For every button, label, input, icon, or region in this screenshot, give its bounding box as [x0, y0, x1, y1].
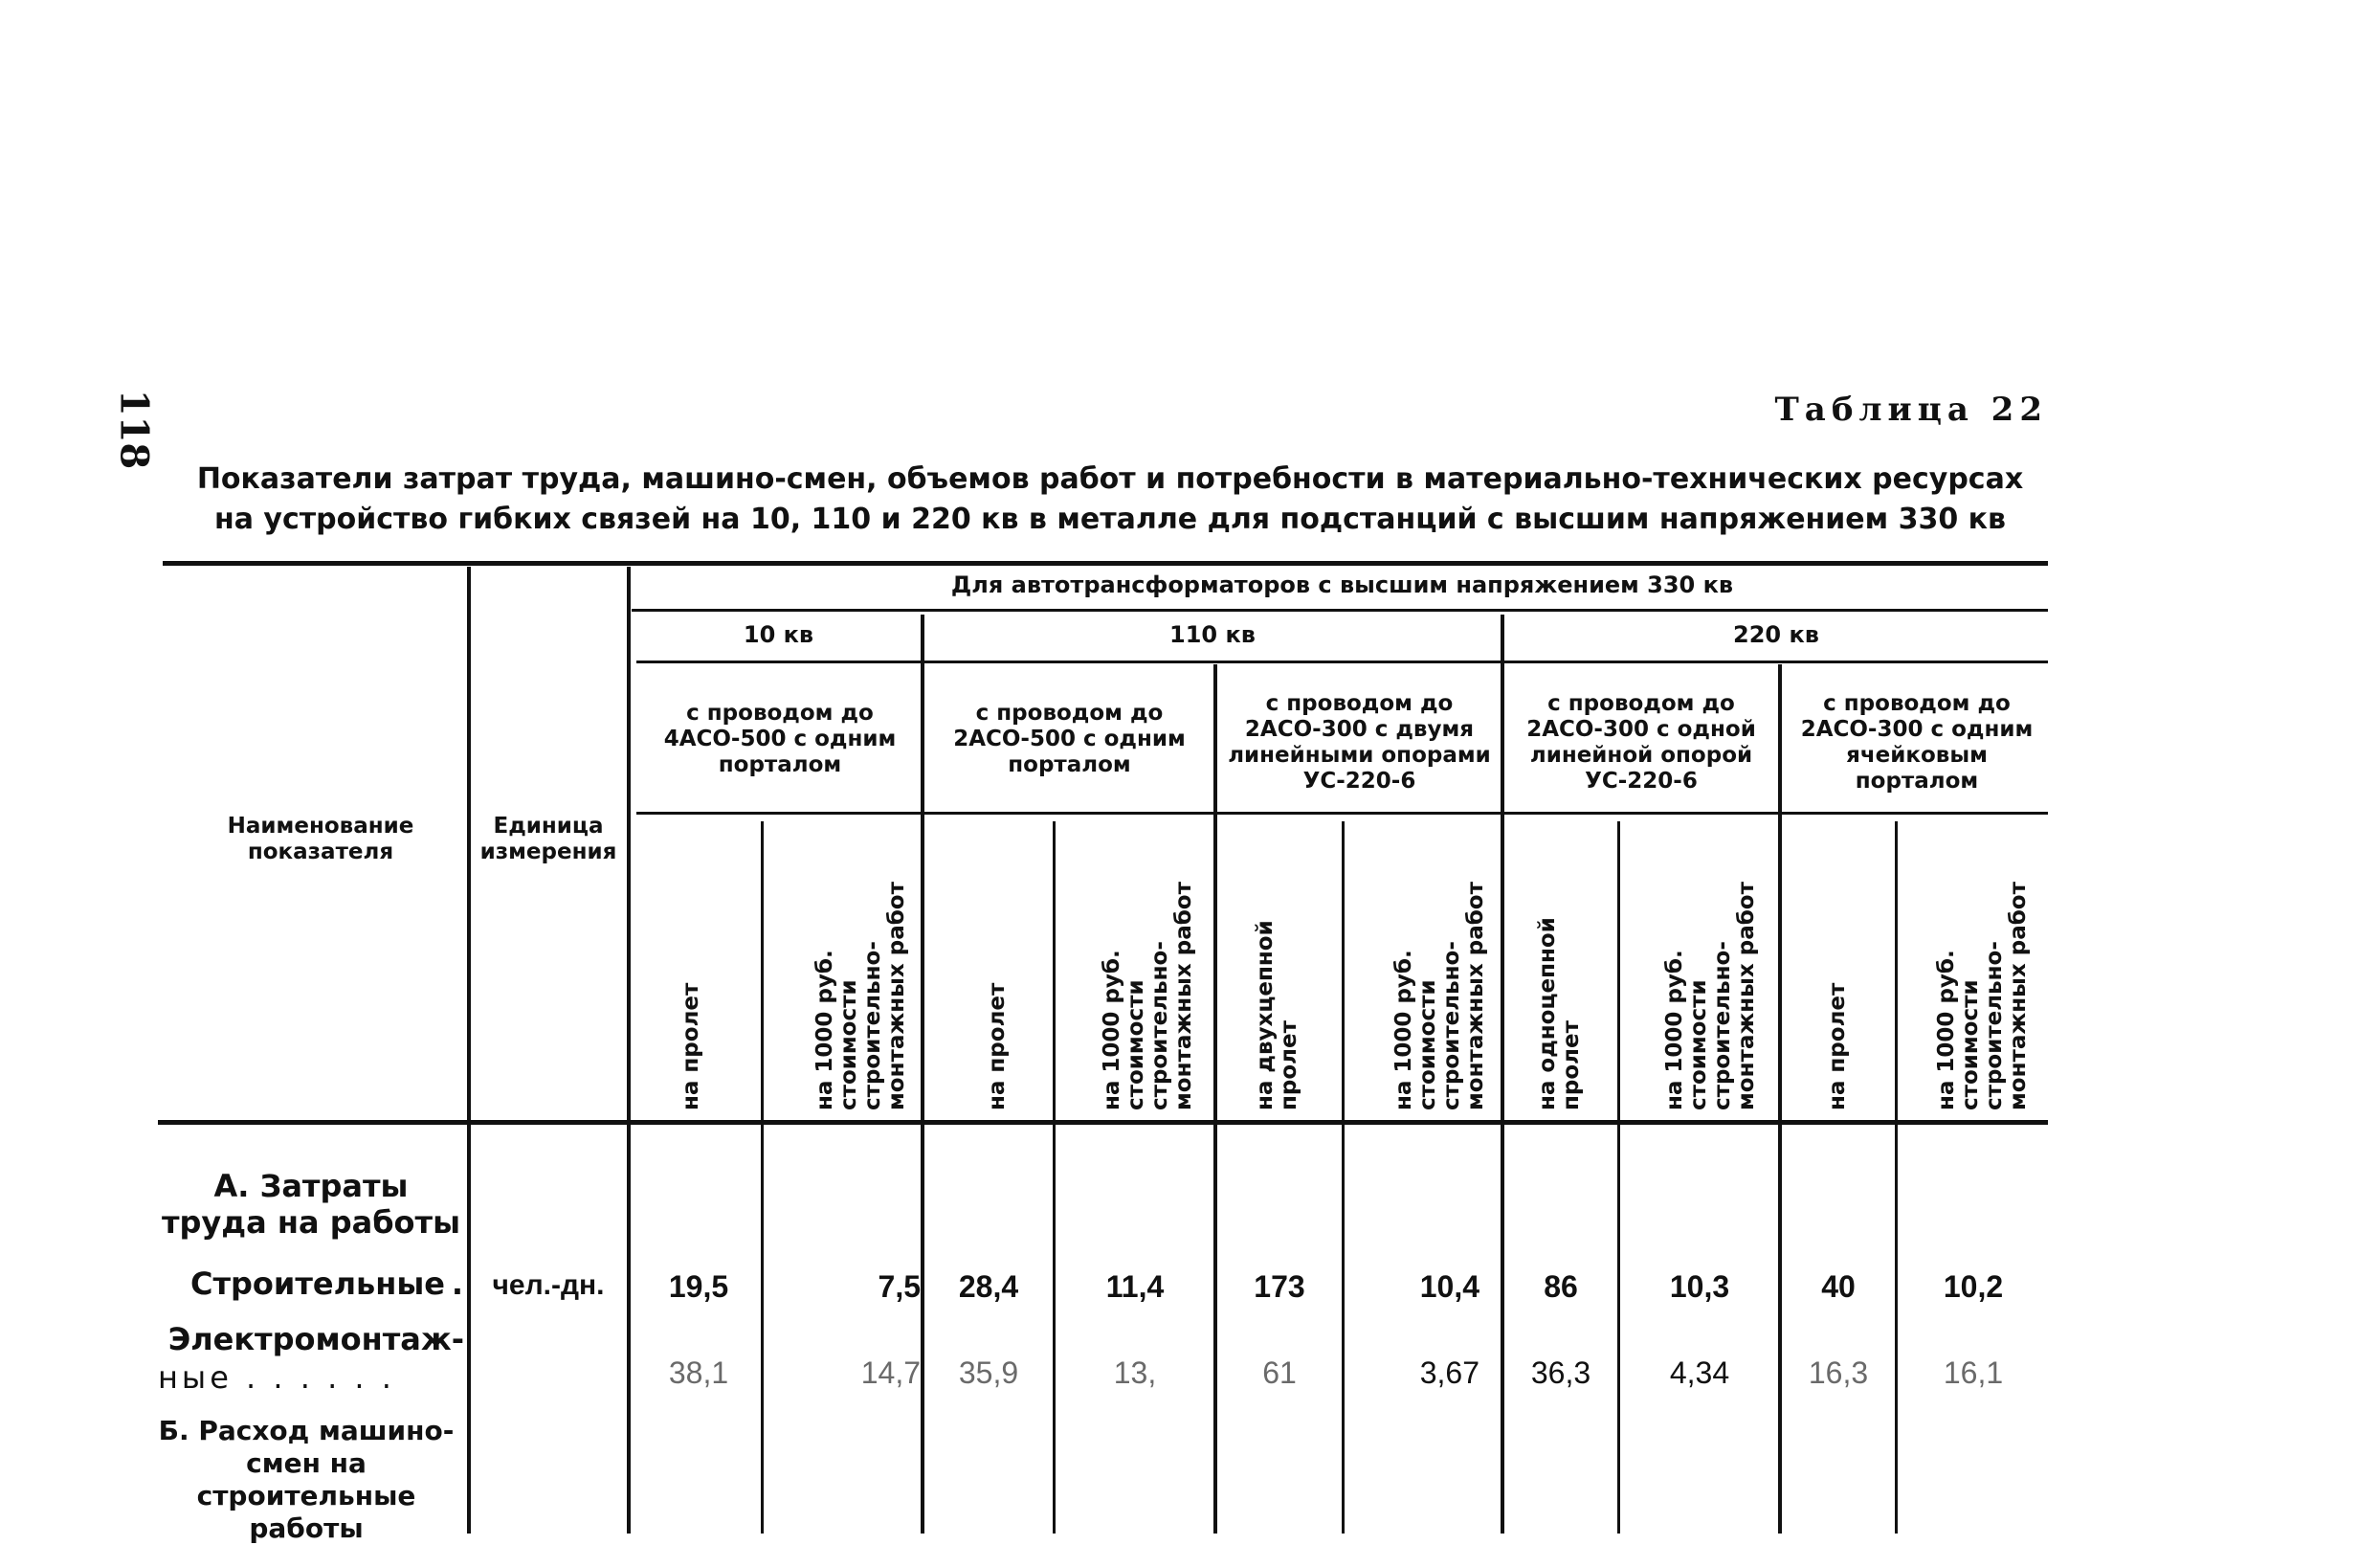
construction-value-3: 28,4 — [958, 1269, 1019, 1304]
subheader-2: с проводом до 2АСО-500 с одним порталом — [953, 701, 1186, 777]
electro-label-2: ные . . . . . . — [158, 1359, 395, 1396]
header-unit: Единица измерения — [479, 814, 617, 864]
vline-unit — [627, 567, 631, 1534]
electro-value-4: 13, — [1113, 1355, 1157, 1390]
title-line-2: на устройство гибких связей на 10, 110 и 220 кв в металле для подстанций с высшим напряжением 330 кв — [213, 503, 2007, 536]
electro-value-9: 16,3 — [1808, 1355, 1869, 1390]
header-10kv: 10 кв — [743, 621, 814, 648]
header-group: Для автотрансформаторов с высшим напряжением 330 кв — [950, 571, 1734, 598]
vline-c7-c8 — [1617, 821, 1620, 1534]
construction-value-4: 11,4 — [1105, 1269, 1165, 1304]
construction-value-10: 10,2 — [1943, 1269, 2004, 1304]
vline-indicator — [467, 567, 471, 1534]
vline-kv110-kv220 — [1501, 615, 1504, 1534]
rule-sub-bottom — [636, 812, 2048, 815]
rule-kv-bottom — [636, 661, 2048, 663]
col-header-4: на 1000 руб. стоимости строительно-монтажных работ — [1100, 882, 1196, 1110]
electro-value-5: 61 — [1262, 1355, 1297, 1390]
header-220kv: 220 кв — [1733, 621, 1819, 648]
electro-value-6: 3,67 — [1419, 1355, 1479, 1390]
col-header-7: на одноцепной пролет — [1535, 917, 1584, 1110]
rule-header-bottom — [158, 1120, 2048, 1125]
subheader-5: с проводом до 2АСО-300 с одним ячейковым порталом — [1800, 691, 2034, 794]
electro-value-3: 35,9 — [958, 1355, 1019, 1390]
electro-label-1: Электромонтаж- — [167, 1321, 464, 1357]
electro-value-1: 38,1 — [668, 1355, 729, 1390]
col-header-1: на пролет — [678, 982, 703, 1110]
vline-c1-c2 — [761, 821, 764, 1534]
construction-value-6: 10,4 — [1419, 1269, 1479, 1304]
col-header-9: на пролет — [1825, 982, 1850, 1110]
electro-value-7: 36,3 — [1530, 1355, 1591, 1390]
col-header-3: на пролет — [985, 982, 1010, 1110]
col-header-8: на 1000 руб. стоимости строительно-монтажных работ — [1662, 882, 1759, 1110]
electro-value-10: 16,1 — [1943, 1355, 2004, 1390]
table-label: Таблица 22 — [1774, 391, 2048, 429]
page-number: 118 — [111, 389, 157, 470]
construction-value-1: 19,5 — [668, 1269, 729, 1304]
construction-unit: чел.-дн. — [492, 1269, 605, 1301]
title-line-1: Показатели затрат труда, машино-смен, объемов работ и потребности в материально-технических ресурсах — [196, 462, 2024, 496]
vline-sub2-sub3 — [1213, 664, 1217, 1534]
construction-dot: . — [451, 1265, 464, 1302]
vline-c3-c4 — [1053, 821, 1056, 1534]
vline-kv10-kv110 — [921, 615, 924, 1534]
header-110kv: 110 кв — [1169, 621, 1256, 648]
vline-c9-c10 — [1895, 821, 1898, 1534]
construction-value-2: 7,5 — [878, 1269, 921, 1304]
subheader-1: с проводом до 4АСО-500 с одним порталом — [663, 701, 897, 777]
electro-value-2: 14,7 — [860, 1355, 921, 1390]
rule-group-bottom — [632, 609, 2048, 612]
col-header-6: на 1000 руб. стоимости строительно-монтажных работ — [1391, 882, 1488, 1110]
construction-value-5: 173 — [1254, 1269, 1305, 1304]
vline-c5-c6 — [1342, 821, 1345, 1534]
construction-label: Строительные — [189, 1265, 445, 1302]
col-header-2: на 1000 руб. стоимости строительно-монтажных работ — [812, 882, 909, 1110]
section-a-label: А. Затраты труда на работы — [161, 1168, 461, 1241]
section-b-label: Б. Расход машино-смен на строительные работы — [158, 1415, 455, 1544]
rule-top — [163, 561, 2048, 566]
subheader-3: с проводом до 2АСО-300 с двумя линейными опорами УС-220-6 — [1228, 691, 1491, 794]
table-title — [153, 459, 2067, 540]
subheader-4: с проводом до 2АСО-300 с одной линейной опорой УС-220-6 — [1526, 691, 1756, 794]
col-header-5: на двухцепной пролет — [1253, 920, 1301, 1110]
vline-sub4-sub5 — [1778, 664, 1782, 1534]
col-header-10: на 1000 руб. стоимости строительно-монтажных работ — [1934, 882, 2031, 1110]
header-indicator: Наименование показателя — [227, 814, 414, 864]
construction-value-7: 86 — [1544, 1269, 1578, 1304]
electro-value-8: 4,34 — [1669, 1355, 1730, 1390]
construction-value-9: 40 — [1821, 1269, 1856, 1304]
construction-value-8: 10,3 — [1669, 1269, 1730, 1304]
